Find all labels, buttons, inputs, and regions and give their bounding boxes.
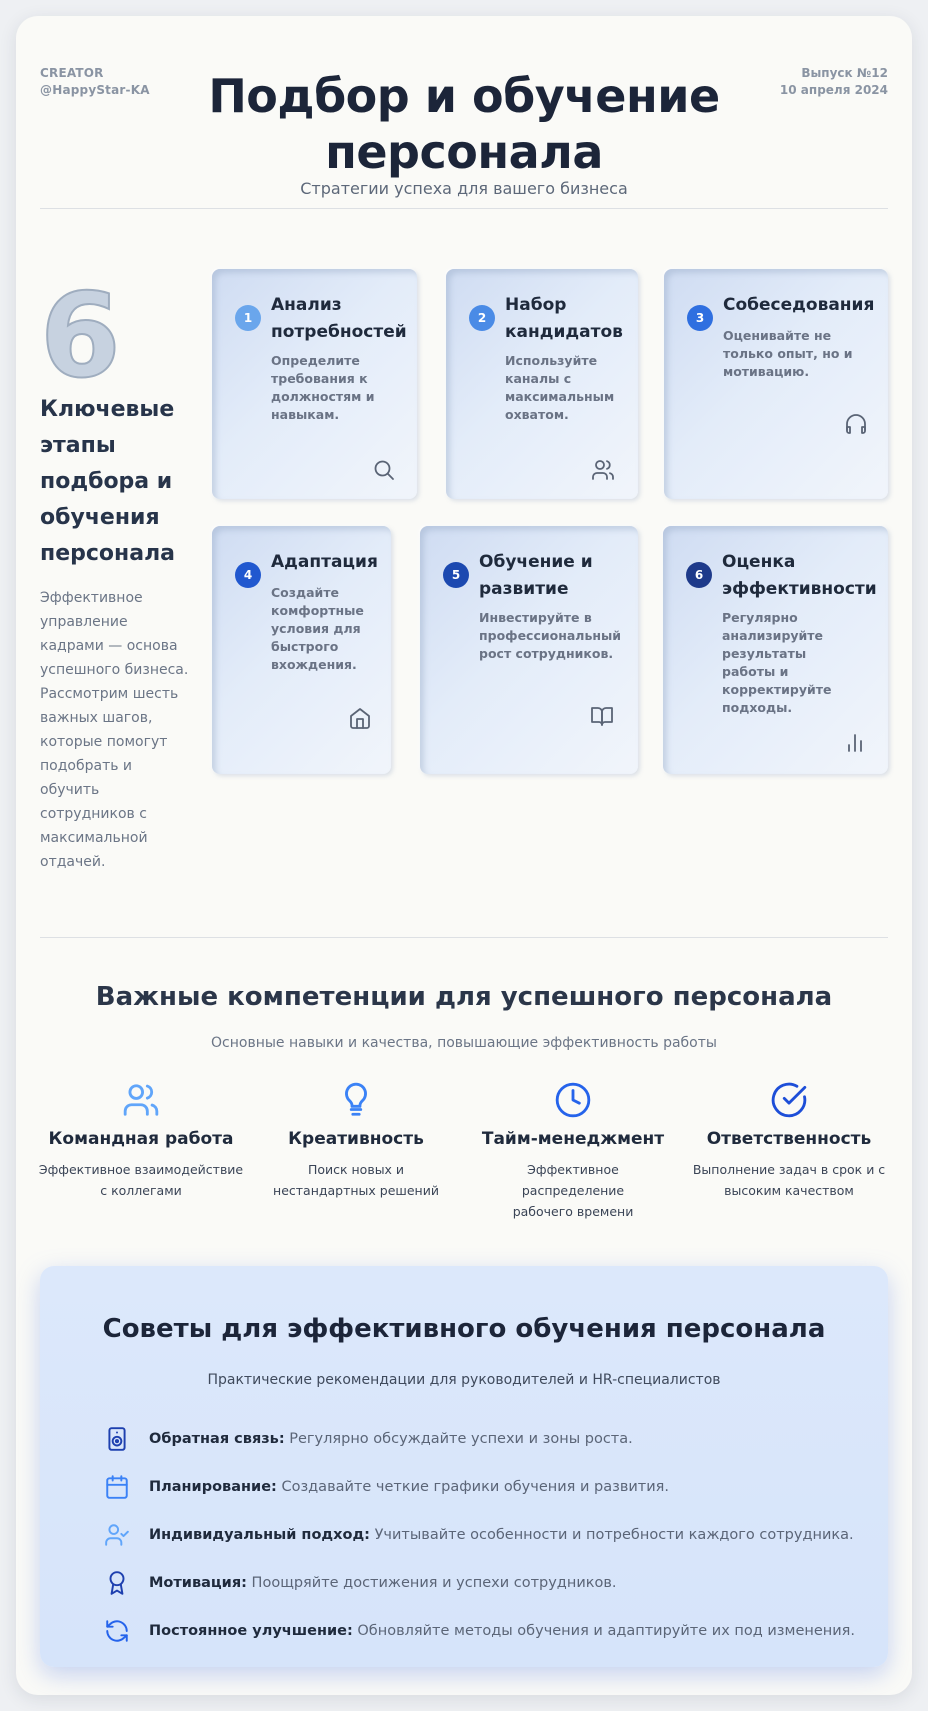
divider: [40, 937, 888, 938]
step-title: Анализ потребностей: [271, 295, 407, 342]
tip-text: [149, 1527, 854, 1543]
issue-number: Выпуск №12: [801, 66, 888, 80]
step-text: Создайте комфортные условия для быстрого вхождения.: [271, 585, 364, 672]
check-circle-icon: [770, 1081, 808, 1119]
tip-item: [104, 1522, 854, 1552]
user-check-icon: [104, 1522, 130, 1548]
step-card-1: [212, 269, 417, 499]
competency-title: Командная работа: [48, 1129, 234, 1149]
award-icon: [104, 1570, 130, 1596]
step-text: Инвестируйте в профессиональный рост сотрудников.: [479, 610, 622, 661]
tip-body: Создавайте четкие графики обучения и развития.: [281, 1479, 669, 1495]
issue-block: [780, 65, 888, 99]
step-title: Адаптация: [271, 552, 378, 572]
tip-label: Индивидуальный подход:: [149, 1527, 370, 1543]
competencies-subtitle: Основные навыки и качества, повышающие эффективность работы: [211, 1035, 717, 1051]
competency-text: Эффективное распределение рабочего времени: [512, 1162, 634, 1219]
page-subtitle: Стратегии успеха для вашего бизнеса: [300, 179, 628, 198]
newsletter-page: [16, 16, 912, 1695]
speaker-icon: [104, 1426, 130, 1452]
step-text: Определите требования к должностям и навыкам.: [271, 353, 375, 422]
divider: [40, 208, 888, 209]
steps-description: Эффективное управление кадрами — основа успешного бизнеса. Рассмотрим шесть важных шагов, которые помогут подобрать и обучить сотрудников с максимальной отдачей.: [40, 590, 189, 870]
step-card-4: [212, 526, 391, 774]
tip-text: [149, 1623, 855, 1639]
users-icon: [591, 458, 615, 482]
users-icon: [122, 1081, 160, 1119]
step-number-badge: 3: [687, 305, 713, 331]
search-icon: [372, 458, 396, 482]
step-number-badge: 2: [469, 305, 495, 331]
tips-title: Советы для эффективного обучения персонала: [102, 1314, 826, 1344]
creator-handle: @HappyStar-KA: [40, 83, 150, 97]
competency-title: Тайм-менеджмент: [481, 1129, 665, 1149]
creator-block: [40, 65, 150, 99]
page-title: Подбор и обучение персонала: [208, 69, 720, 179]
competency-item: [36, 1081, 246, 1201]
competency-text: Выполнение задач в срок и с высоким качеством: [692, 1162, 886, 1198]
step-card-2: [446, 269, 638, 499]
tip-item: [104, 1474, 844, 1504]
creator-label: CREATOR: [40, 66, 104, 80]
step-title: Набор кандидатов: [505, 295, 623, 342]
step-number-badge: 5: [443, 562, 469, 588]
steps-heading: Ключевые этапы подбора и обучения персонала: [40, 397, 176, 566]
tip-text: [149, 1479, 669, 1495]
step-number-badge: 6: [686, 562, 712, 588]
tip-label: Планирование:: [149, 1479, 277, 1495]
tip-item: [104, 1426, 844, 1456]
tip-text: [149, 1575, 617, 1591]
tip-item: [104, 1570, 844, 1600]
tip-body: Регулярно обсуждайте успехи и зоны роста.: [289, 1431, 633, 1447]
home-icon: [348, 706, 372, 730]
tips-panel: [40, 1266, 888, 1667]
tip-body: Поощряйте достижения и успехи сотрудников.: [251, 1575, 617, 1591]
competency-text: Эффективное взаимодействие с коллегами: [38, 1162, 244, 1198]
step-text: Регулярно анализируйте результаты работы и корректируйте подходы.: [722, 610, 832, 715]
refresh-icon: [104, 1618, 130, 1644]
book-icon: [590, 704, 614, 728]
tip-item: [104, 1618, 856, 1648]
tips-subtitle: Практические рекомендации для руководителей и HR-специалистов: [207, 1372, 721, 1388]
tip-text: [149, 1431, 633, 1447]
step-text: Используйте каналы с максимальным охватом.: [505, 353, 615, 422]
bar-chart-icon: [843, 731, 867, 755]
headphones-icon: [844, 412, 868, 436]
step-card-6: [663, 526, 888, 774]
competency-item: [251, 1081, 461, 1201]
lightbulb-icon: [337, 1081, 375, 1119]
tip-label: Постоянное улучшение:: [149, 1623, 353, 1639]
competency-title: Ответственность: [706, 1129, 872, 1149]
step-number-badge: 4: [235, 562, 261, 588]
step-title: Оценка эффективности: [722, 552, 877, 599]
clock-icon: [554, 1081, 592, 1119]
competency-item: [684, 1081, 894, 1201]
tip-body: Обновляйте методы обучения и адаптируйте их под изменения.: [357, 1623, 856, 1639]
issue-date: 10 апреля 2024: [779, 83, 888, 97]
step-card-3: [664, 269, 888, 499]
steps-count-number: 6: [40, 269, 121, 404]
step-title: Собеседования: [723, 295, 875, 315]
step-title: Обучение и развитие: [479, 552, 593, 599]
step-card-5: [420, 526, 638, 774]
step-number-badge: 1: [235, 305, 261, 331]
competency-title: Креативность: [288, 1129, 424, 1149]
calendar-icon: [104, 1474, 130, 1500]
step-text: Оценивайте не только опыт, но и мотивацию.: [723, 328, 853, 379]
competency-text: Поиск новых и нестандартных решений: [273, 1162, 439, 1198]
tip-label: Обратная связь:: [149, 1431, 285, 1447]
tip-body: Учитывайте особенности и потребности каждого сотрудника.: [374, 1527, 854, 1543]
competency-item: [468, 1081, 678, 1222]
tip-label: Мотивация:: [149, 1575, 247, 1591]
competencies-title: Важные компетенции для успешного персонала: [95, 982, 833, 1012]
